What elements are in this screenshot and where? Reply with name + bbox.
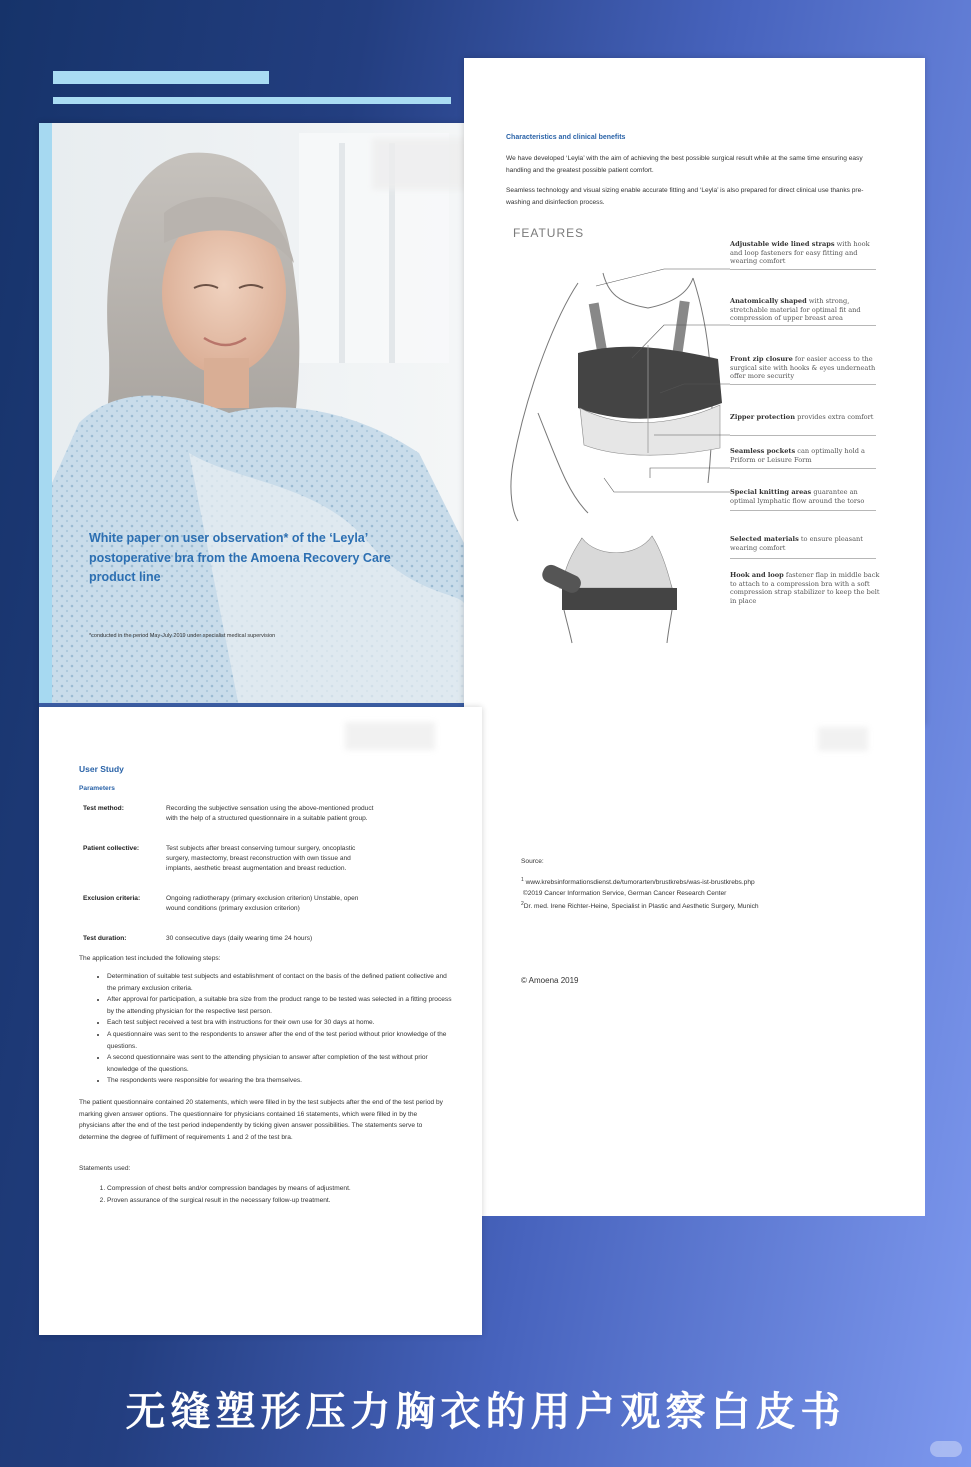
list-item: 1. Compression of chest belts and/or compression bandages by means of adjustment. [107, 1183, 447, 1195]
page-title: 无缝塑形压力胸衣的用户观察白皮书 [125, 1389, 846, 1435]
feature-item: Selected materials to ensure pleasant wearing comfort [730, 535, 863, 552]
cover-footnote: *conducted in the period May-July 2019 under specialist medical supervision [89, 633, 276, 639]
user-study-page: User Study Parameters Test method: Recording the subjective sensation using the above-mentioned product with the help of a structured questionnaire in a suitable patient group. Patient collective: Test subjects after breast conserving tumour surgery, oncoplastic surgery, mastectomy, breast reconstruction with own tissue and implants, aesthetic breast augmentation and breast reduction. Exclusion criteria: Ongoing radiotherapy (primary exclusion criterion) Unstable, open wound conditions (primary exclusion criterion) Test duration: 30 consecutive days (daily wearing time 24 hours) The application test included the following steps: • Determination of suitable test subjects and establishment of contact on the basis of the defined patient collective and the primary exclusion criteria. • After approval for participation, a suitable bra size from the product range to be tested was selected in a fitting process by the attending physician for the respective test person. • Each test subject received a test bra with instructions for their own use for 30 days at home. • A questionnaire was sent to the respondents to answer after the end of the test period without prior knowledge of the questions. • A second questionnaire was sent to the attending physician to answer after completion of the test without prior knowledge of the questions. • The respondents were responsible for wearing the bra themselves. The patient questionnaire contained 20 statements, which were filled in by the test subjects after the end of the test period by marking given answer options. The questionnaire for physicians contained 16 statements, which were filled in by the physicians after the end of the test period independently by ticking given answer possibilities. The statements serve to determine the degree of fulfilment of requirements 1 and 2 of the test bra. Statements used: 1. Compression of chest belts and/or compression bandages by means of adjustment. 2. Proven assurance of the surgical result in the necessary follow-up treatment. [39, 707, 482, 1335]
deco-bar-short [53, 71, 269, 84]
feature-item: Front zip closure for easier access to the surgical site with hooks & eyes underneath offer more security [730, 355, 876, 381]
feature-rule [730, 269, 876, 270]
feature-item: Hook and loop fastener flap in middle back to attach to a compression bra with a soft compression strap stabilizer to keep the belt in place [730, 571, 880, 605]
statements-intro: Statements used: [79, 1165, 131, 1172]
feature-item: Seamless pockets can optimally hold a Priform or Leisure Form [730, 447, 865, 464]
feature-rule [730, 510, 876, 511]
list-item: • A questionnaire was sent to the respondents to answer after the end of the test period without prior knowledge of the questions. [107, 1029, 457, 1052]
list-item: • Determination of suitable test subjects and establishment of contact on the basis of the defined patient collective and the primary exclusion criteria. [107, 971, 457, 994]
list-item: • After approval for participation, a suitable bra size from the product range to be tested was selected in a fitting process by the attending physician for the respective test person. [107, 994, 457, 1017]
questionnaire-paragraph: The patient questionnaire contained 20 statements, which were filled in by the test subjects after the end of the test period by marking given answer options. The questionnaire for physicians contained 16 statements, which were filled in by the physicians after the end of the test period independently by ticking given answer possibilities. The statements serve to determine the degree of fulfilment of requirements 1 and 2 of the test bra. [79, 1099, 443, 1141]
copyright: © Amoena 2019 [521, 976, 579, 985]
feature-item: Anatomically shaped with strong, stretchable material for optimal fit and compression of upper breast area [730, 297, 861, 323]
feature-item: Special knitting areas guarantee an optimal lymphatic flow around the torso [730, 488, 865, 505]
source-ref-1: $^1$ www.krebsinformationsdienst.de/tumorarten/brustkrebs/was-ist-brustkrebs.php ©2019 Cancer Information Service, German Cancer Research Center $^2$Dr. med. Irene Richter-Heine, Specialist in Plastic and Aesthetic Surgery, Munich [521, 877, 759, 911]
feature-rule [730, 325, 876, 326]
features-section-title: Characteristics and clinical benefits [506, 134, 626, 141]
source-page [482, 725, 925, 1216]
statements-list [93, 1183, 447, 1206]
features-para-2: Seamless technology and visual sizing enable accurate fitting and ‘Leyla’ is also prepared for direct clinical use thanks pre-washing and disinfection process. [506, 187, 864, 206]
list-item: • A second questionnaire was sent to the attending physician to answer after completion of the test without prior knowledge of the questions. [107, 1052, 457, 1075]
deco-bar-long [53, 97, 451, 104]
source-label: Source: [521, 858, 544, 865]
features-heading: FEATURES [513, 226, 585, 240]
parameters-subtitle: Parameters [79, 785, 115, 792]
features-para-1: We have developed ‘Leyla’ with the aim of achieving the best possible surgical result while at the same time ensuring easy handling and the greatest possible patient comfort. [506, 155, 863, 174]
user-study-title: User Study [79, 764, 124, 774]
feature-item: Zipper protection provides extra comfort [730, 413, 874, 421]
list-item: 2. Proven assurance of the surgical result in the necessary follow-up treatment. [107, 1195, 447, 1207]
list-item: • Each test subject received a test bra with instructions for their own use for 30 days at home. [107, 1017, 457, 1029]
list-item: • The respondents were responsible for wearing the bra themselves. [107, 1075, 457, 1087]
watermark-blur [818, 727, 868, 751]
watermark-blur [345, 722, 435, 750]
feature-rule [730, 384, 876, 385]
feature-item: Adjustable wide lined straps with hook and loop fasteners for easy fitting and wearing comfort [730, 240, 870, 266]
cover-title: White paper on user observation* of the ‘Leyla’ postoperative bra from the Amoena Recovery Care product line [89, 531, 391, 584]
feature-rule [730, 435, 876, 436]
feature-rule [730, 468, 876, 469]
steps-list [97, 971, 457, 1087]
feature-rule [730, 558, 876, 559]
cover-page [39, 123, 464, 707]
steps-intro: The application test included the following steps: [79, 955, 221, 962]
cover-photo-woman [39, 123, 464, 707]
corner-badge [930, 1441, 962, 1457]
features-page [464, 58, 925, 725]
